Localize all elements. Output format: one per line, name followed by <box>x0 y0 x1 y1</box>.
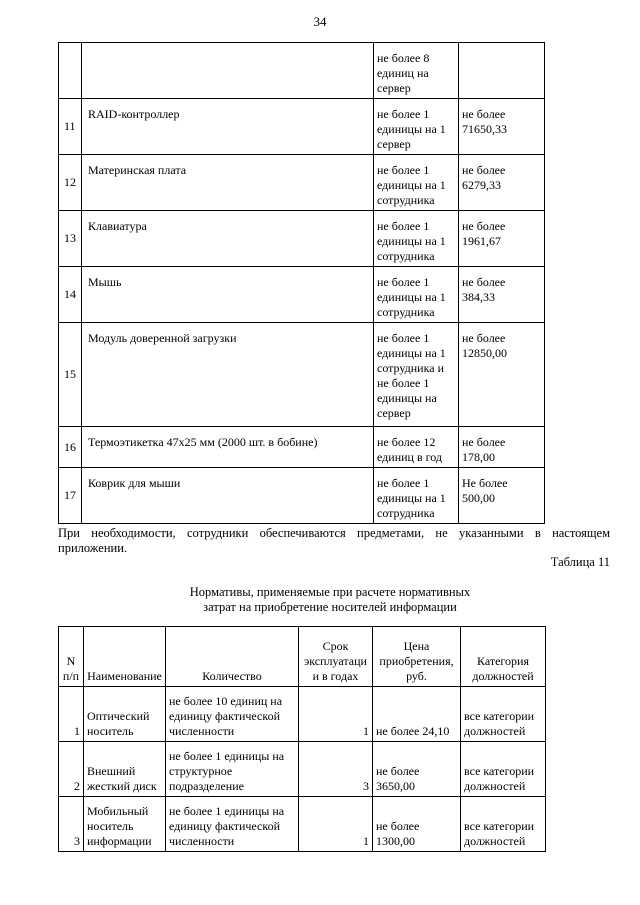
media-name: Внешний жесткий диск <box>84 742 166 797</box>
header-row <box>59 627 546 687</box>
media-term: 3 <box>299 742 373 797</box>
media-quantity: не более 1 единицы на структурное подразделение <box>166 742 299 797</box>
header-num: N п/п <box>59 627 84 687</box>
table-row <box>59 797 546 852</box>
item-quantity: не более 1 единицы на 1 сотрудника <box>374 155 459 211</box>
media-category: все категории должностей <box>461 687 546 742</box>
table-row <box>59 211 545 267</box>
note-text: При необходимости, сотрудники обеспечиваются предметами, не указанными в настоящем приложении. <box>58 526 610 555</box>
row-number: 13 <box>59 211 82 267</box>
equipment-table <box>58 42 545 524</box>
item-price: не более 1961,67 <box>459 211 545 267</box>
item-price: Не более 500,00 <box>459 468 545 524</box>
item-quantity: не более 1 единицы на 1 сотрудника и не более 1 единицы на сервер <box>374 323 459 427</box>
header-price: Цена приобретения, руб. <box>373 627 461 687</box>
item-name: Мышь <box>82 267 374 323</box>
table-row <box>59 323 545 427</box>
item-quantity: не более 1 единицы на 1 сервер <box>374 99 459 155</box>
item-name: Клавиатура <box>82 211 374 267</box>
row-number <box>59 43 82 99</box>
media-name: Оптический носитель <box>84 687 166 742</box>
header-category: Категория должностей <box>461 627 546 687</box>
table-row <box>59 427 545 468</box>
row-number: 14 <box>59 267 82 323</box>
item-price: не более 6279,33 <box>459 155 545 211</box>
row-number: 16 <box>59 427 82 468</box>
media-quantity: не более 1 единицы на единицу фактической численности <box>166 797 299 852</box>
page-number: 34 <box>313 14 327 29</box>
header-term: Срок эксплуатации в годах <box>299 627 373 687</box>
row-number: 1 <box>59 687 84 742</box>
table-title-line2: затрат на приобретение носителей информации <box>203 600 457 614</box>
table-row <box>59 468 545 524</box>
item-quantity: не более 8 единиц на сервер <box>374 43 459 99</box>
item-name: Коврик для мыши <box>82 468 374 524</box>
row-number: 15 <box>59 323 82 427</box>
header-qty: Количество <box>166 627 299 687</box>
row-number: 11 <box>59 99 82 155</box>
table-row <box>59 99 545 155</box>
item-name <box>82 43 374 99</box>
row-number: 12 <box>59 155 82 211</box>
item-quantity: не более 12 единиц в год <box>374 427 459 468</box>
table-row <box>59 742 546 797</box>
item-price: не более 12850,00 <box>459 323 545 427</box>
item-name: Материнская плата <box>82 155 374 211</box>
item-quantity: не более 1 единицы на 1 сотрудника <box>374 211 459 267</box>
table-caption: Таблица 11 <box>550 555 610 569</box>
media-quantity: не более 10 единиц на единицу фактической численности <box>166 687 299 742</box>
row-number: 2 <box>59 742 84 797</box>
media-category: все категории должностей <box>461 797 546 852</box>
item-price: не более 71650,33 <box>459 99 545 155</box>
row-number: 3 <box>59 797 84 852</box>
table-row <box>59 43 545 99</box>
table-row <box>59 687 546 742</box>
item-price: не более 178,00 <box>459 427 545 468</box>
media-price: не более 3650,00 <box>373 742 461 797</box>
media-price: не более 24,10 <box>373 687 461 742</box>
media-price: не более 1300,00 <box>373 797 461 852</box>
item-name: Модуль доверенной загрузки <box>82 323 374 427</box>
table-row <box>59 155 545 211</box>
item-price <box>459 43 545 99</box>
table-title-line1: Нормативы, применяемые при расчете нормативных <box>189 585 471 599</box>
item-quantity: не более 1 единицы на 1 сотрудника <box>374 267 459 323</box>
item-name: RAID-контроллер <box>82 99 374 155</box>
table-row <box>59 267 545 323</box>
item-price: не более 384,33 <box>459 267 545 323</box>
item-quantity: не более 1 единицы на 1 сотрудника <box>374 468 459 524</box>
row-number: 17 <box>59 468 82 524</box>
header-name: Наименование <box>84 627 166 687</box>
media-term: 1 <box>299 797 373 852</box>
media-term: 1 <box>299 687 373 742</box>
media-table <box>58 626 546 852</box>
table-title <box>0 585 640 615</box>
item-name: Термоэтикетка 47x25 мм (2000 шт. в бобине) <box>82 427 374 468</box>
media-category: все категории должностей <box>461 742 546 797</box>
media-name: Мобильный носитель информации <box>84 797 166 852</box>
